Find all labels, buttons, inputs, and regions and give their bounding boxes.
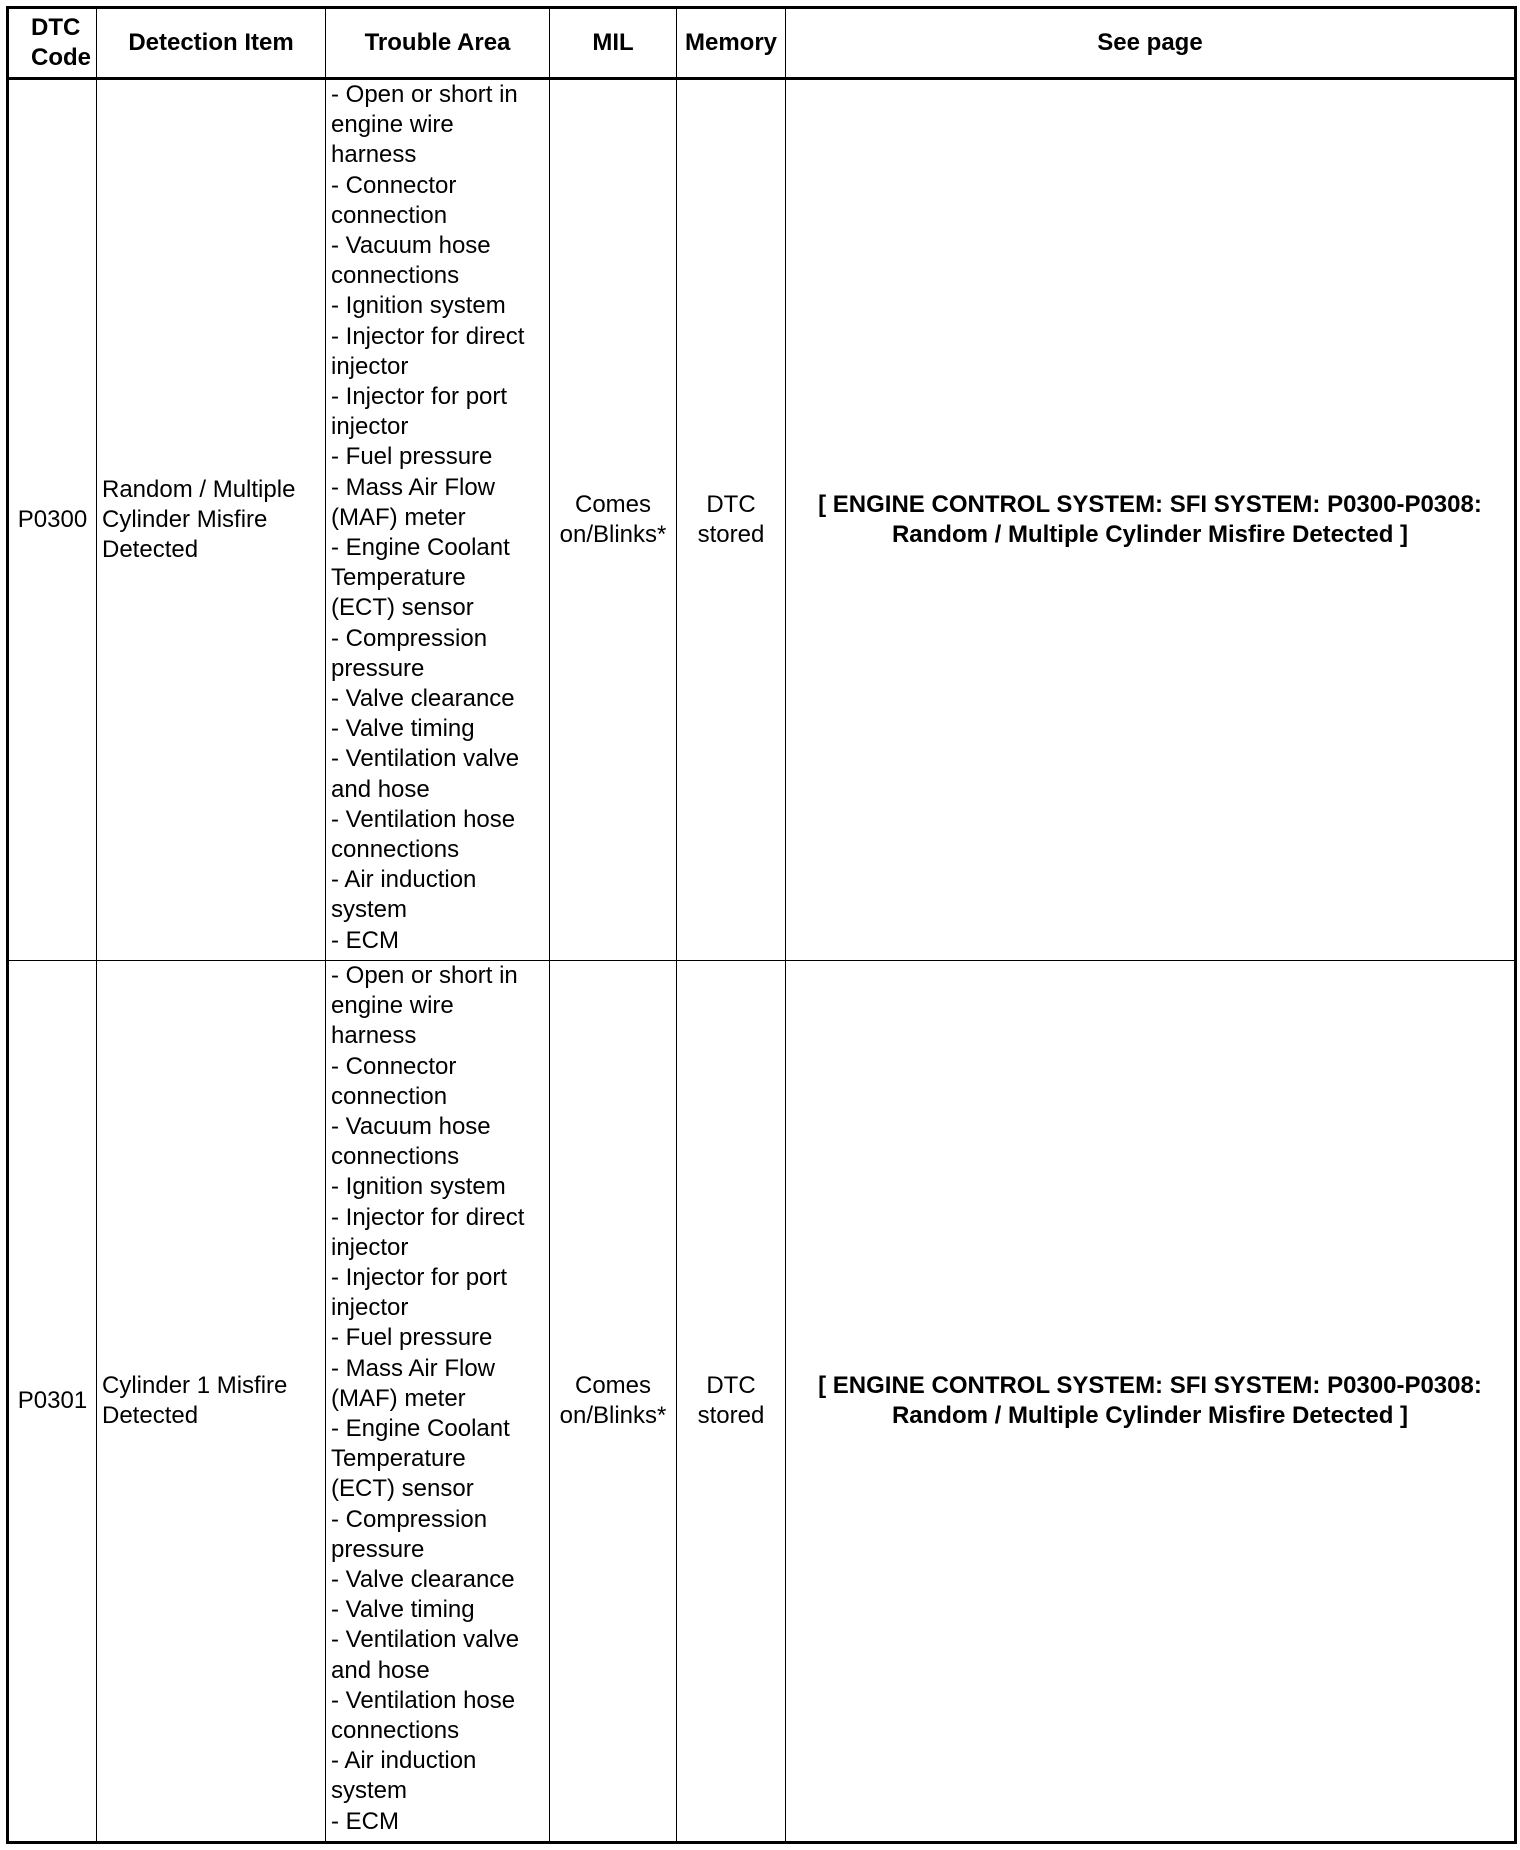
- header-detection-item: Detection Item: [97, 8, 326, 79]
- trouble-area-line: injector: [331, 1294, 409, 1322]
- table-row: [8, 79, 1516, 961]
- memory-cell: DTC stored: [677, 79, 786, 961]
- trouble-area-line: - Injector for port: [331, 1264, 508, 1292]
- trouble-area-line: - Fuel pressure: [331, 443, 493, 471]
- trouble-area-line: - Ignition system: [331, 292, 506, 320]
- trouble-area-line: Temperature: [331, 1445, 466, 1473]
- dtc-table: [6, 6, 1517, 1844]
- trouble-area-line: - Valve timing: [331, 1596, 475, 1624]
- trouble-area-line: (ECT) sensor: [331, 594, 474, 622]
- trouble-area-line: and hose: [331, 1656, 430, 1684]
- trouble-area-line: - Engine Coolant: [331, 1415, 510, 1443]
- mil-cell: Comes on/Blinks*: [550, 79, 677, 961]
- dtc-code-cell: P0301: [8, 961, 97, 1843]
- memory-cell: DTC stored: [677, 961, 786, 1843]
- trouble-area-line: connections: [331, 1143, 460, 1171]
- trouble-area-line: pressure: [331, 654, 425, 682]
- trouble-area-line: - Compression: [331, 1505, 488, 1533]
- trouble-area-line: - ECM: [331, 926, 399, 954]
- detection-item-cell: Cylinder 1 Misfire Detected: [97, 961, 326, 1843]
- trouble-area-line: - Ventilation hose: [331, 1686, 516, 1714]
- trouble-area-line: - Valve timing: [331, 715, 475, 743]
- trouble-area-line: - Fuel pressure: [331, 1324, 493, 1352]
- trouble-area-line: - Mass Air Flow: [331, 1354, 496, 1382]
- trouble-area-line: harness: [331, 1022, 417, 1050]
- table-header: [8, 8, 1516, 79]
- trouble-area-line: connections: [331, 262, 460, 290]
- trouble-area-line: - Injector for direct: [331, 1203, 525, 1231]
- header-dtc-code: DTC Code: [8, 8, 97, 79]
- see-page-link[interactable]: [ ENGINE CONTROL SYSTEM: SFI SYSTEM: P0300-P0308: Random / Multiple Cylinder Misfire Detected ]: [786, 79, 1516, 961]
- trouble-area-line: - Vacuum hose: [331, 1113, 491, 1141]
- trouble-area-line: - Connector: [331, 1052, 457, 1080]
- trouble-area-line: pressure: [331, 1535, 425, 1563]
- trouble-area-line: - Ventilation hose: [331, 805, 516, 833]
- mil-cell: Comes on/Blinks*: [550, 961, 677, 1843]
- trouble-area-line: system: [331, 1777, 408, 1805]
- trouble-area-line: - Air induction: [331, 866, 477, 894]
- trouble-area-line: - Mass Air Flow: [331, 473, 496, 501]
- trouble-area-line: - Engine Coolant: [331, 534, 510, 562]
- trouble-area-line: connection: [331, 201, 448, 229]
- trouble-area-line: - Open or short in: [331, 81, 518, 108]
- trouble-area-line: engine wire: [331, 111, 454, 139]
- trouble-area-line: - Ignition system: [331, 1173, 506, 1201]
- header-see-page: See page: [786, 8, 1516, 79]
- trouble-area-line: - Air induction: [331, 1747, 477, 1775]
- trouble-area-line: and hose: [331, 775, 430, 803]
- table-row: [8, 961, 1516, 1843]
- trouble-area-line: - Open or short in: [331, 962, 518, 989]
- trouble-area-line: (ECT) sensor: [331, 1475, 474, 1503]
- detection-item-cell: Random / Multiple Cylinder Misfire Detected: [97, 79, 326, 961]
- trouble-area-line: - Valve clearance: [331, 685, 515, 713]
- trouble-area-line: - ECM: [331, 1807, 399, 1835]
- table-body: [8, 79, 1516, 1843]
- trouble-area-line: harness: [331, 141, 417, 169]
- trouble-area-line: - Valve clearance: [331, 1566, 515, 1594]
- trouble-area-line: - Ventilation valve: [331, 745, 520, 773]
- trouble-area-line: - Ventilation valve: [331, 1626, 520, 1654]
- dtc-code-cell: P0300: [8, 79, 97, 961]
- trouble-area-cell: [326, 961, 550, 1843]
- trouble-area-line: - Vacuum hose: [331, 232, 491, 260]
- trouble-area-line: - Connector: [331, 171, 457, 199]
- see-page-link[interactable]: [ ENGINE CONTROL SYSTEM: SFI SYSTEM: P0300-P0308: Random / Multiple Cylinder Misfire Detected ]: [786, 961, 1516, 1843]
- header-mil: MIL: [550, 8, 677, 79]
- trouble-area-line: connections: [331, 1717, 460, 1745]
- trouble-area-line: (MAF) meter: [331, 503, 466, 531]
- trouble-area-line: - Compression: [331, 624, 488, 652]
- trouble-area-line: connections: [331, 836, 460, 864]
- trouble-area-line: system: [331, 896, 408, 924]
- trouble-area-line: engine wire: [331, 992, 454, 1020]
- trouble-area-cell: [326, 79, 550, 961]
- trouble-area-line: connection: [331, 1082, 448, 1110]
- trouble-area-line: Temperature: [331, 564, 466, 592]
- header-row: [8, 8, 1516, 79]
- trouble-area-line: injector: [331, 413, 409, 441]
- trouble-area-line: - Injector for direct: [331, 322, 525, 350]
- header-trouble-area: Trouble Area: [326, 8, 550, 79]
- trouble-area-line: injector: [331, 1233, 409, 1261]
- trouble-area-line: (MAF) meter: [331, 1384, 466, 1412]
- header-memory: Memory: [677, 8, 786, 79]
- trouble-area-line: injector: [331, 352, 409, 380]
- trouble-area-line: - Injector for port: [331, 383, 508, 411]
